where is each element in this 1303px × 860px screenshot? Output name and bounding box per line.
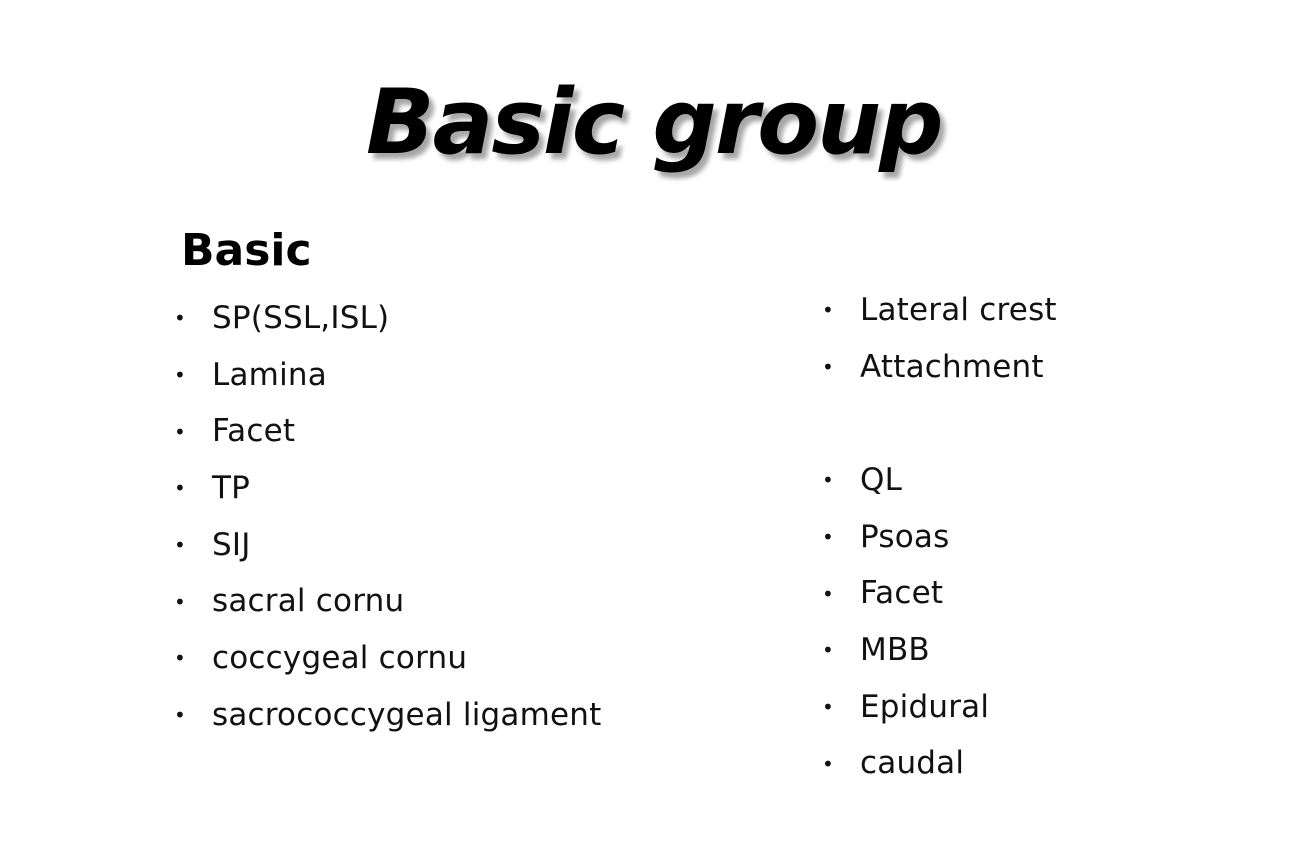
list-item xyxy=(172,687,601,744)
list-item xyxy=(820,452,1057,509)
list-item-text: Attachment xyxy=(860,348,1044,385)
bullet-icon: • xyxy=(174,306,186,331)
bullet-icon: • xyxy=(174,363,186,388)
left-bullet-list xyxy=(172,290,601,744)
bullet-icon: • xyxy=(174,533,186,558)
bullet-icon: • xyxy=(822,638,834,663)
list-item-text: caudal xyxy=(860,745,965,782)
bullet-icon: • xyxy=(822,751,834,776)
list-item-text: coccygeal cornu xyxy=(212,639,468,676)
bullet-icon: • xyxy=(822,468,834,493)
slide-title: Basic group xyxy=(366,70,942,175)
list-item xyxy=(172,403,601,460)
list-item xyxy=(172,630,601,687)
list-item xyxy=(820,679,1057,736)
bullet-icon: • xyxy=(822,355,834,380)
list-item-text: SIJ xyxy=(212,526,251,563)
bullet-icon: • xyxy=(174,703,186,728)
bullet-icon: • xyxy=(174,476,186,501)
list-item xyxy=(172,347,601,404)
list-item-text: Facet xyxy=(860,575,944,612)
bullet-icon: • xyxy=(822,298,834,323)
list-item xyxy=(172,290,601,347)
list-item-text: Lamina xyxy=(212,356,327,393)
bullet-icon: • xyxy=(822,581,834,606)
list-item-text: Lateral crest xyxy=(860,291,1057,328)
list-item xyxy=(820,565,1057,622)
list-item xyxy=(820,736,1057,793)
list-item-text: SP(SSL,ISL) xyxy=(212,299,390,336)
list-item-text: TP xyxy=(212,469,251,506)
list-item-text: sacrococcygeal ligament xyxy=(212,696,602,733)
list-item-text: QL xyxy=(860,461,903,498)
bullet-icon: • xyxy=(822,695,834,720)
section-heading: Basic xyxy=(181,225,312,276)
right-bullet-list xyxy=(820,282,1057,792)
list-item xyxy=(172,517,601,574)
list-item xyxy=(172,460,601,517)
list-item xyxy=(820,622,1057,679)
list-item xyxy=(820,282,1057,339)
list-item-text: sacral cornu xyxy=(212,583,405,620)
bullet-icon: • xyxy=(174,589,186,614)
list-item-text: Epidural xyxy=(860,688,990,725)
list-item xyxy=(172,573,601,630)
bullet-icon: • xyxy=(174,646,186,671)
list-item xyxy=(820,509,1057,566)
list-item-text: Facet xyxy=(212,413,296,450)
list-item-text: MBB xyxy=(860,631,930,668)
list-item-text: Psoas xyxy=(860,518,950,555)
bullet-icon: • xyxy=(822,525,834,550)
list-item xyxy=(820,339,1057,396)
bullet-icon: • xyxy=(174,419,186,444)
